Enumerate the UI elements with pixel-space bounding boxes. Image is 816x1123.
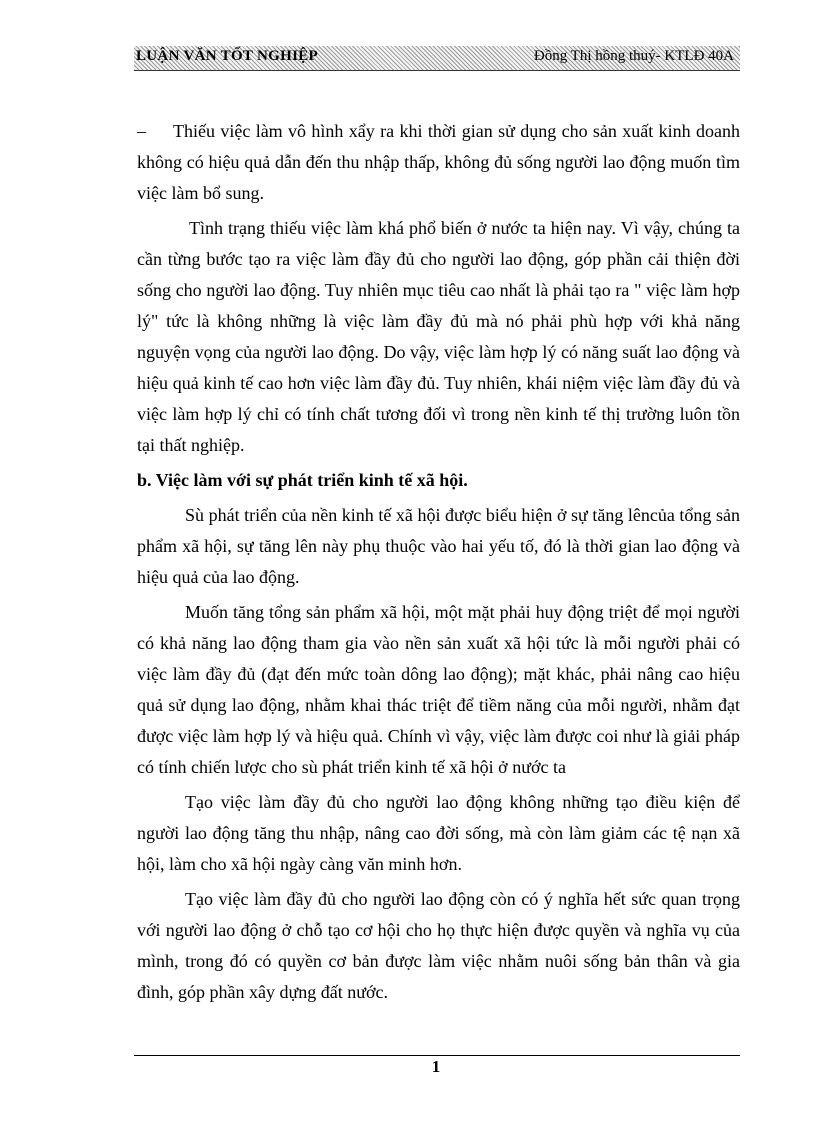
header-thesis-label: LUẬN VĂN TỐT NGHIỆP [136,48,318,64]
page-number: 1 [431,1057,441,1076]
header-author: Đồng Thị hồng thuý- KTLĐ 40A [533,48,734,64]
paragraph-5: Tạo việc làm đầy đủ cho người lao động còn có ý nghĩa hết sức quan trọng với người lao động ở chỗ tạo cơ hội cho họ thực hiện được quyền và nghĩa vụ của mình, trong đó có quyền cơ bản được làm việc nhằm nuôi sống bản thân và gia đình, góp phần xây dựng đất nước. [137,889,740,1002]
bullet-dash: – [137,121,146,141]
footer-divider [134,1055,740,1056]
bullet-paragraph [137,116,740,209]
page-body [137,116,740,1012]
paragraph-2: Sù phát triển của nền kinh tế xã hội được biểu hiện ở sự tăng lêncủa tổng sản phẩm xã hội, sự tăng lên này phụ thuộc vào hai yếu tố, đó là thời gian lao động và hiệu quả của lao động. [137,505,740,587]
paragraph-1: Tình trạng thiếu việc làm khá phổ biến ở nước ta hiện nay. Vì vậy, chúng ta cần từng bước tạo ra việc làm đầy đủ cho người lao động, góp phần cải thiện đời sống cho người lao động. Tuy nhiên mục tiêu cao nhất là phải tạo ra " việc làm hợp lý" tức là không những là việc làm đầy đủ mà nó phải phù hợp với khả năng nguyện vọng của người lao động. Do vậy, việc làm hợp lý có năng suất lao động và hiệu quả kinh tế cao hơn việc làm đầy đủ. Tuy nhiên, khái niệm việc làm đầy đủ và việc làm hợp lý chỉ có tính chất tương đối vì trong nền kinh tế thị trường luôn tồn tại thất nghiệp. [137,218,740,455]
paragraph-3: Muốn tăng tổng sản phẩm xã hội, một mặt phải huy động triệt để mọi người có khả năng lao động tham gia vào nền sản xuất xã hội tức là mỗi người phải có việc làm đầy đủ (đạt đến mức toàn dông lao động); mặt khác, phải nâng cao hiệu quả sử dụng lao động, nhằm khai thác triệt để tiềm năng của mỗi người, nhằm đạt được việc làm hợp lý và hiệu quả. Chính vì vậy, việc làm được coi như là giải pháp có tính chiến lược cho sù phát triển kinh tế xã hội ở nước ta [137,602,740,777]
section-heading: b. Việc làm với sự phát triển kinh tế xã hội. [137,470,468,490]
paragraph-4: Tạo việc làm đầy đủ cho người lao động không những tạo điều kiện để người lao động tăng thu nhập, nâng cao đời sống, mà còn làm giảm các tệ nạn xã hội, làm cho xã hội ngày càng văn minh hơn. [137,792,740,874]
running-header [134,46,740,71]
bullet-text: Thiếu việc làm vô hình xẩy ra khi thời gian sử dụng cho sản xuất kinh doanh không có hiệu quả dẫn đến thu nhập thấp, không đủ sống người lao động muốn tìm việc làm bổ sung. [137,121,740,203]
